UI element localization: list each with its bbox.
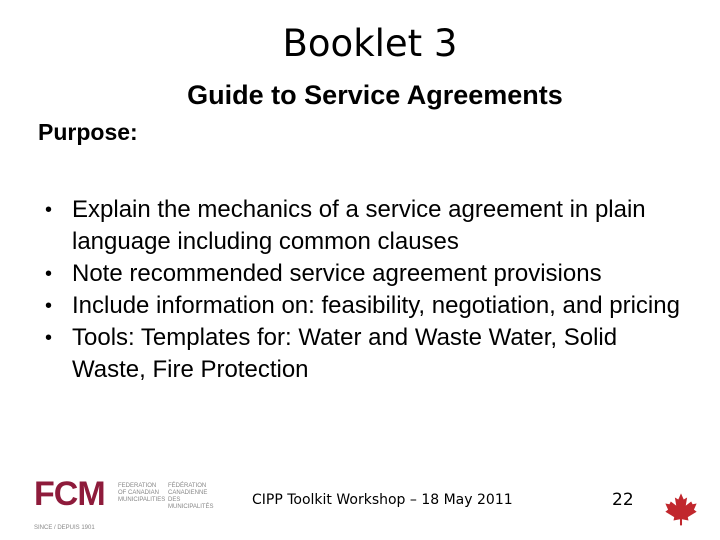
fcm-logo: [34, 475, 214, 535]
slide-footer: [0, 470, 720, 540]
fcm-org-name-fr: FÉDÉRATION CANADIENNE DES MUNICIPALITÉS: [168, 483, 214, 510]
slide-subtitle: Guide to Service Agreements: [187, 80, 563, 110]
footer-text: CIPP Toolkit Workshop – 18 May 2011: [252, 492, 513, 508]
page-number: 22: [612, 490, 634, 510]
slide-title: Booklet 3: [282, 22, 458, 65]
fcm-logo-text: FCM: [34, 475, 105, 513]
bullet-list: [0, 194, 720, 386]
maple-leaf-icon: [664, 492, 698, 526]
fcm-org-name-en: FEDERATION OF CANADIAN MUNICIPALITIES: [118, 483, 166, 503]
bullet-item: [0, 258, 720, 290]
bullet-item: [0, 290, 720, 322]
bullet-text: Note recommended service agreement provisions: [72, 260, 602, 287]
fcm-since-text: SINCE / DEPUIS 1901: [34, 525, 95, 531]
bullet-icon: •: [45, 199, 53, 221]
bullet-text: Include information on: feasibility, negotiation, and pricing: [72, 292, 680, 319]
bullet-text: Explain the mechanics of a service agreement in plain language including common clauses: [72, 196, 646, 255]
bullet-item: [0, 194, 720, 258]
bullet-icon: •: [45, 263, 53, 285]
bullet-item: [0, 322, 720, 386]
bullet-icon: •: [45, 327, 53, 349]
bullet-text: Tools: Templates for: Water and Waste Water, Solid Waste, Fire Protection: [72, 324, 618, 383]
bullet-icon: •: [45, 295, 53, 317]
purpose-label: Purpose:: [38, 119, 138, 145]
